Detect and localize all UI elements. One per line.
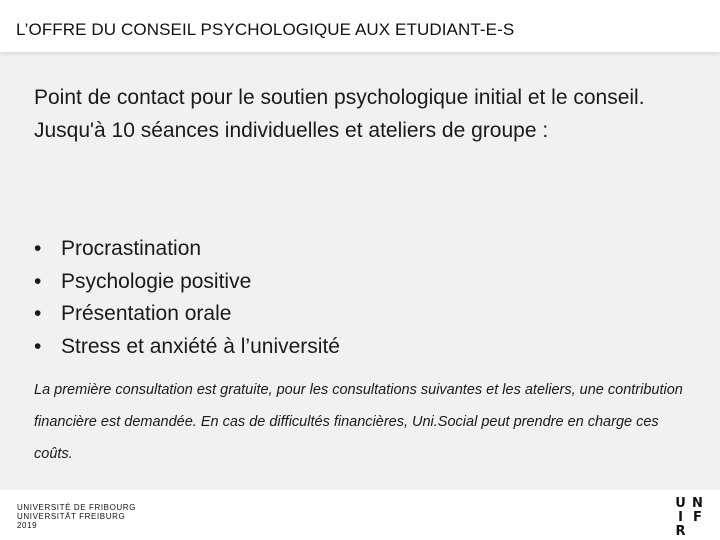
- workshop-item-stress-anxiety: • Stress et anxiété à l’université: [34, 331, 674, 364]
- university-name-de: UNIVERSITÄT FREIBURG: [17, 512, 126, 522]
- slide-content: [0, 52, 720, 490]
- unifr-logo: [674, 497, 704, 538]
- footer-year: 2019: [17, 521, 38, 531]
- workshop-item-positive-psychology: • Psychologie positive: [34, 266, 674, 299]
- logo-letter-r: R: [675, 524, 686, 539]
- slide-title: L’OFFRE DU CONSEIL PSYCHOLOGIQUE AUX ETUDIANT-E-S: [16, 20, 515, 39]
- university-name-fr: UNIVERSITÉ DE FRIBOURG: [17, 503, 136, 512]
- slide-header: [0, 0, 720, 52]
- cost-note: La première consultation est gratuite, pour les consultations suivantes et les ateliers, une contribution financière est demandée. En cas de difficultés financières, Uni.Social peut prendre en charge ces coûts.: [34, 382, 683, 462]
- logo-letter-i: I: [678, 510, 683, 525]
- logo-letter-f: F: [693, 510, 702, 525]
- workshop-list: [34, 233, 674, 363]
- logo-letter-u: U: [675, 496, 686, 511]
- logo-letter-n: N: [692, 496, 703, 511]
- university-footer: [17, 503, 136, 531]
- workshop-item-procrastination: • Procrastination: [34, 233, 674, 266]
- intro-paragraph: Point de contact pour le soutien psychologique initial et le conseil. Jusqu'à 10 séances individuelles et ateliers de groupe :: [34, 86, 645, 142]
- workshop-item-oral-presentation: • Présentation orale: [34, 298, 674, 331]
